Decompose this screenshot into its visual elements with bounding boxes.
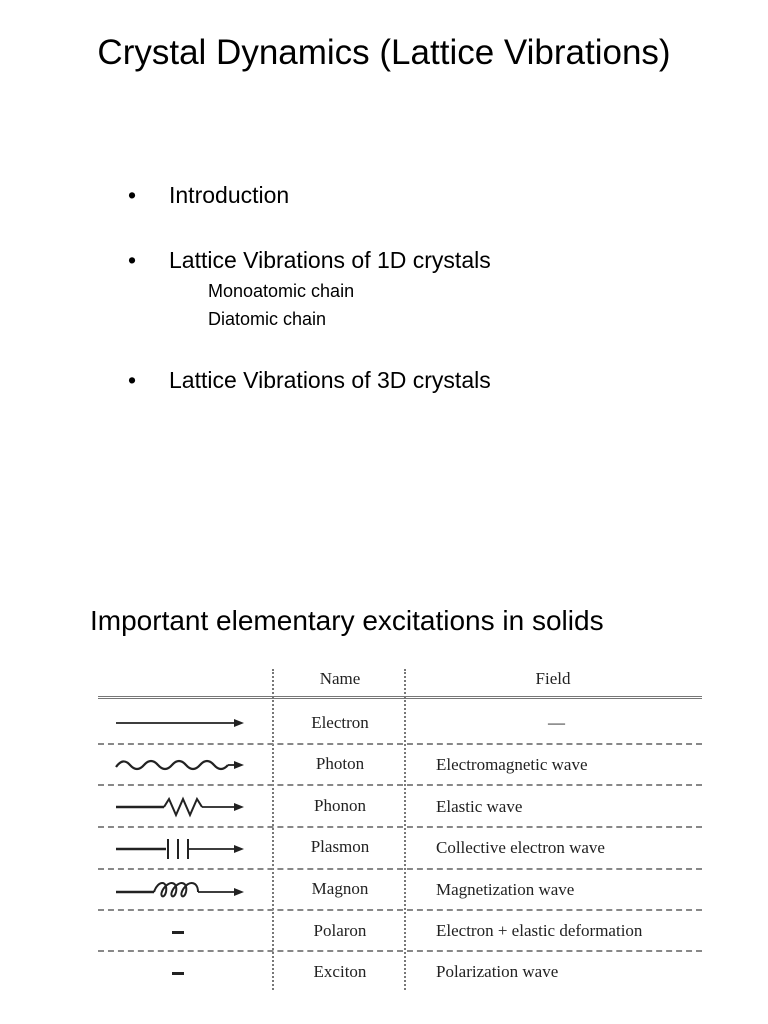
bullet-text: Lattice Vibrations of 1D crystals [169, 247, 491, 273]
row-field: — [548, 713, 565, 732]
photon-symbol-icon [106, 753, 266, 777]
row-divider [98, 868, 702, 870]
section-title: Important elementary excitations in solids [90, 605, 604, 636]
bullet-marker: • [128, 367, 137, 393]
row-field: Collective electron wave [436, 838, 605, 857]
sub-item-diatomic: Diatomic chain [208, 309, 327, 329]
exciton-dash-icon [172, 972, 184, 975]
row-field: Electromagnetic wave [436, 755, 588, 774]
row-field: Elastic wave [436, 797, 523, 816]
magnon-symbol-icon [106, 878, 266, 902]
header-divider [98, 696, 702, 699]
excitations-table [98, 665, 702, 990]
polaron-dash-icon [172, 931, 184, 934]
row-name: Phonon [314, 796, 366, 815]
row-divider [98, 743, 702, 745]
row-divider [98, 784, 702, 786]
electron-symbol-icon [106, 711, 266, 735]
phonon-symbol-icon [106, 795, 266, 819]
row-name: Magnon [311, 879, 369, 898]
row-name: Photon [315, 754, 365, 773]
bullet-marker: • [128, 247, 137, 273]
row-field: Polarization wave [436, 962, 559, 981]
row-name: Plasmon [310, 837, 370, 856]
row-name: Polaron [313, 921, 367, 940]
header-field: Field [535, 669, 571, 688]
slide-title: Crystal Dynamics (Lattice Vibrations) [97, 33, 671, 72]
column-divider [272, 669, 274, 990]
bullet-marker: • [128, 182, 137, 208]
sub-item-monoatomic: Monoatomic chain [208, 281, 355, 301]
bullet-text: Introduction [169, 182, 290, 208]
row-name: Electron [311, 713, 369, 732]
row-field: Electron + elastic deformation [436, 921, 643, 940]
row-field: Magnetization wave [436, 880, 575, 899]
plasmon-symbol-icon [106, 837, 266, 861]
header-name: Name [319, 669, 361, 688]
row-divider [98, 950, 702, 952]
row-divider [98, 909, 702, 911]
bullet-text: Lattice Vibrations of 3D crystals [169, 367, 491, 393]
row-divider [98, 826, 702, 828]
row-name: Exciton [313, 962, 367, 981]
column-divider [404, 669, 406, 990]
